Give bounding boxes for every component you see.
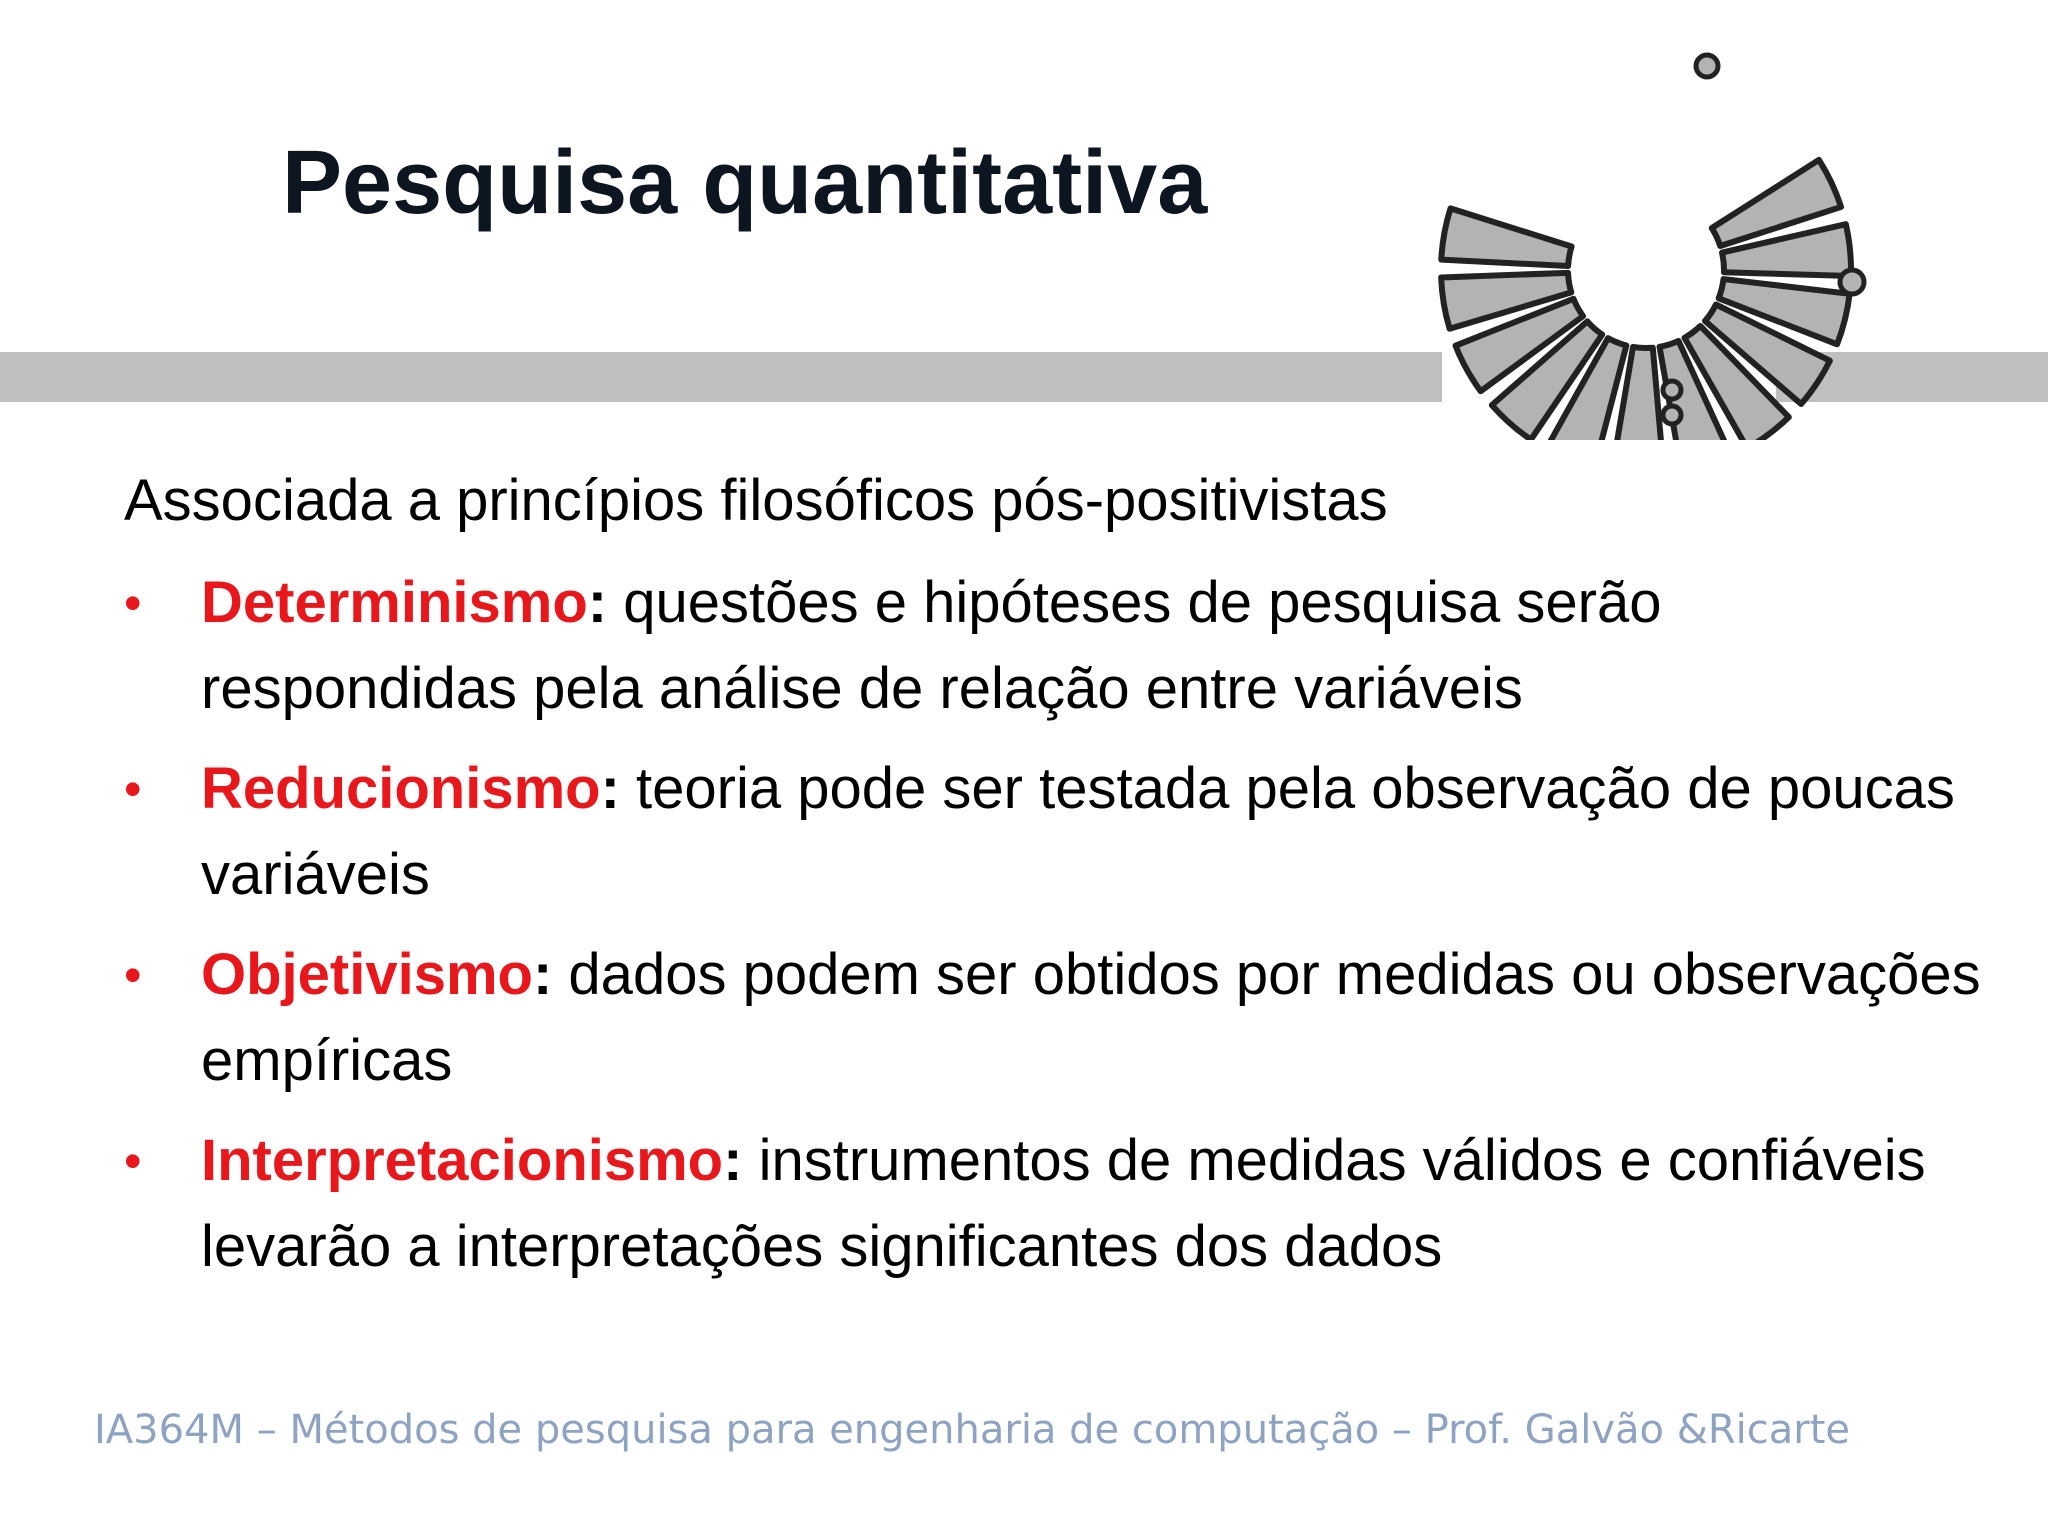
list-item (124, 1118, 1984, 1290)
list-item (124, 746, 1984, 918)
slide-content (124, 464, 1984, 1304)
logo-dot (1663, 406, 1681, 424)
bullet-icon: • (124, 947, 142, 1003)
item-term: Interpretacionismo (201, 1128, 724, 1193)
item-text: teoria pode ser testada pela observação de poucas variáveis (201, 756, 1955, 907)
item-term: Determinismo (201, 570, 588, 635)
item-text: instrumentos de medidas válidos e confiáveis levarão a interpretações significantes dos dados (201, 1128, 1926, 1279)
logo-dot (1840, 270, 1864, 294)
logo-dot (1663, 381, 1681, 399)
item-separator: : (587, 570, 608, 635)
item-text: dados podem ser obtidos por medidas ou observações empíricas (201, 942, 1981, 1093)
header-band-left (0, 352, 1442, 402)
list-item (124, 932, 1984, 1104)
item-separator: : (600, 756, 620, 821)
logo-segment (1441, 208, 1571, 266)
intro-text: Associada a princípios filosóficos pós-positivistas (124, 468, 1388, 533)
item-separator: : (532, 942, 553, 1007)
footer-text: IA364M – Métodos de pesquisa para engenharia de computação – Prof. Galvão &Ricarte (94, 1407, 1851, 1453)
bullet-list (124, 560, 1984, 1290)
logo-dot (1696, 55, 1718, 77)
bullet-icon: • (124, 1133, 142, 1189)
list-item (124, 560, 1984, 732)
item-term: Objetivismo (201, 942, 533, 1007)
logo-rays (1441, 160, 1851, 440)
item-separator: : (723, 1128, 743, 1193)
bullet-icon: • (124, 761, 142, 817)
bullet-icon: • (124, 575, 142, 631)
item-text: questões e hipóteses de pesquisa serão respondidas pela análise de relação entre variáveis (201, 570, 1662, 721)
item-term: Reducionismo (201, 756, 601, 821)
slide-title: Pesquisa quantitativa (282, 133, 1208, 233)
unicamp-logo-icon (1416, 40, 1886, 440)
